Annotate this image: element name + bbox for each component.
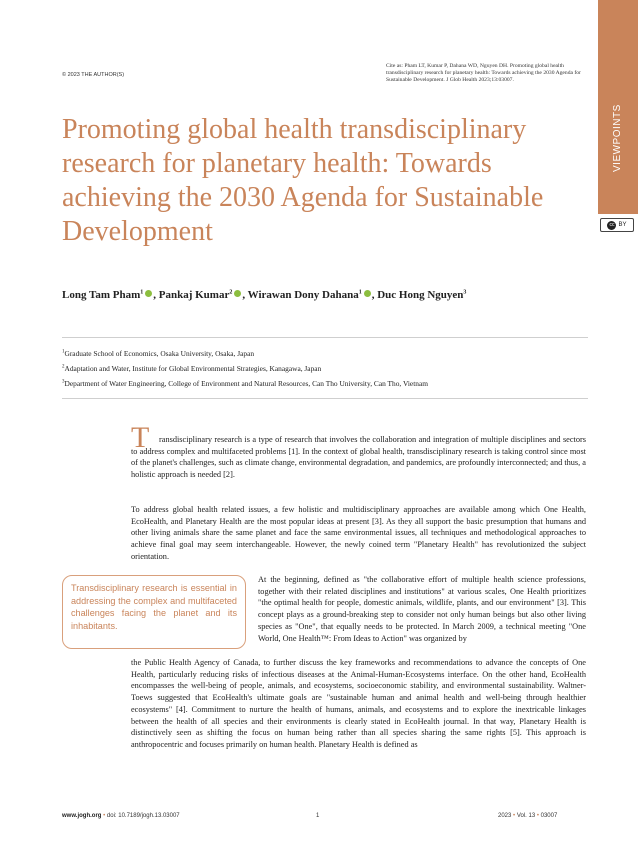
body-paragraph-continued: the Public Health Agency of Canada, to further discuss the key frameworks and recommendations to advance the concepts of One Health, particularly reducing risks of infectious diseases at the Animal-Human-Ecosystems interface. On the other hand, EcoHealth encompasses the well-being of people, animals, and ecosystems, socioeconomic stability, and environmental sustainability. Waltner-Toews suggested that EcoHealth's ultimate goals are "sustainable human and animal health and well-being through healthier ecosystems" [4]. Commitment to nurture the health of humans, animals, and ecosystems and to explore the inextricable linkages between the health of all species and their environments is clearly stated in EcoHealth journal. In that way, Planetary Health is distinctively seen as shifting the focus on human being rather than all species sharing the same rights [5]. This approach is anthropocentric and focuses primarily on human health. Planetary Health is defined as (131, 658, 586, 749)
author-name: Duc Hong Nguyen (377, 289, 464, 301)
affiliation-text: Adaptation and Water, Institute for Global Environmental Strategies, Kanagawa, Japan (64, 364, 322, 373)
drop-cap: T (131, 421, 150, 454)
affiliation-text: Department of Water Engineering, College of Environment and Natural Resources, Can Tho University, Can Tho, Vietnam (64, 379, 428, 388)
author-name: Wirawan Dony Dahana (247, 289, 359, 301)
footer-year: 2023 (498, 813, 512, 819)
orcid-icon[interactable] (364, 290, 371, 297)
citation-text: Cite as: Pham LT, Kumar P, Dahana WD, Nguyen DH. Promoting global health transdisciplinary research for planetary health: Towards achieving the 2030 Agenda for Sustainable Development. J Glob Health 2023;13:03007. (386, 63, 581, 84)
affiliation-item (62, 349, 254, 358)
affiliation-text: Graduate School of Economics, Osaka University, Osaka, Japan (64, 349, 255, 358)
affiliation-number: 1 (62, 349, 65, 355)
doi-link[interactable]: doi: 10.7189/jogh.13.03007 (106, 813, 180, 819)
article-title: Promoting global health transdisciplinary research for planetary health: Towards achieving the 2030 Agenda for Sustainable Development (62, 114, 544, 247)
journal-website-link[interactable]: www.jogh.org (62, 813, 102, 819)
section-tab-label: VIEWPOINTS (612, 104, 623, 172)
orcid-icon[interactable] (234, 290, 241, 297)
copyright-notice: © 2023 THE AUTHOR(S) (62, 72, 125, 78)
divider (62, 337, 588, 338)
author-affil-number: 3 (463, 289, 467, 296)
author-name: Long Tam Pham (62, 289, 141, 301)
affiliation-number: 2 (62, 364, 65, 370)
author-affil-number: 2 (229, 289, 233, 296)
author-name: Pankaj Kumar (158, 289, 230, 301)
affiliation-item (62, 364, 321, 373)
body-paragraph: At the beginning, defined as "the collaborative effort of multiple health science professions, together with their related disciplines and institutions" at various scales, One Health prioritizes "the optimal health for people, domestic animals, wildlife, plants, and our environment" [3]. This concept plays as a ground-breaking step to consider not only human beings but also other living species as "One", that equally needs to be protected. In March 2009, a technical meeting "One World, One Health™: From Ideas to Action" was organized by (258, 575, 586, 643)
divider (62, 398, 588, 399)
intro-paragraph (131, 434, 586, 481)
affiliation-number: 3 (62, 379, 65, 385)
affiliation-item (62, 379, 428, 388)
author-affil-number: 1 (140, 289, 144, 296)
body-paragraph: To address global health related issues, a few holistic and multidisciplinary approaches are available among which One Health, EcoHealth, and Planetary Health are the most popular ideas at present [3]. As they all support the basic presumption that humans and other living animals share the same planet and face the same environmental issues, all techniques and methodological approaches to achieve final goal may seem interchangeable. However, the newly coined term "Planetary Health" has revolutionized the subject orientation. (131, 505, 586, 561)
cc-license-badge[interactable] (600, 218, 634, 232)
footer-journal-info: www.jogh.org • doi: 10.7189/jogh.13.03007 (62, 813, 180, 819)
pull-quote: Transdisciplinary research is essential in addressing the complex and multifaceted challenges facing the planet and its inhabitants. (62, 575, 246, 649)
footer-volume-info: 2023 • Vol. 13 • 03007 (498, 813, 558, 819)
intro-text: ransdisciplinary research is a type of research that involves the collaboration and integration of multiple disciplines and sectors to address complex and multifaceted problems [1]. In the context of global health, transdisciplinary research is taking control since most of the planet's challenges, such as climate change, environmental degradation, and pandemics, are profoundly interconnected; and thus, a holistic approach is needed [2]. (131, 435, 586, 480)
cc-icon: cc (609, 222, 615, 228)
footer-article-number: 03007 (540, 813, 558, 819)
orcid-icon[interactable] (145, 290, 152, 297)
page-number: 1 (316, 813, 320, 819)
footer-volume: Vol. 13 (516, 813, 536, 819)
author-affil-number: 1 (358, 289, 362, 296)
cc-by-label: BY (618, 222, 627, 228)
author-list: Long Tam Pham$^1$ , Pankaj Kumar$^2$ , Wirawan Dony Dahana$^1$ , Duc Hong Nguyen$^3$ (62, 289, 467, 301)
